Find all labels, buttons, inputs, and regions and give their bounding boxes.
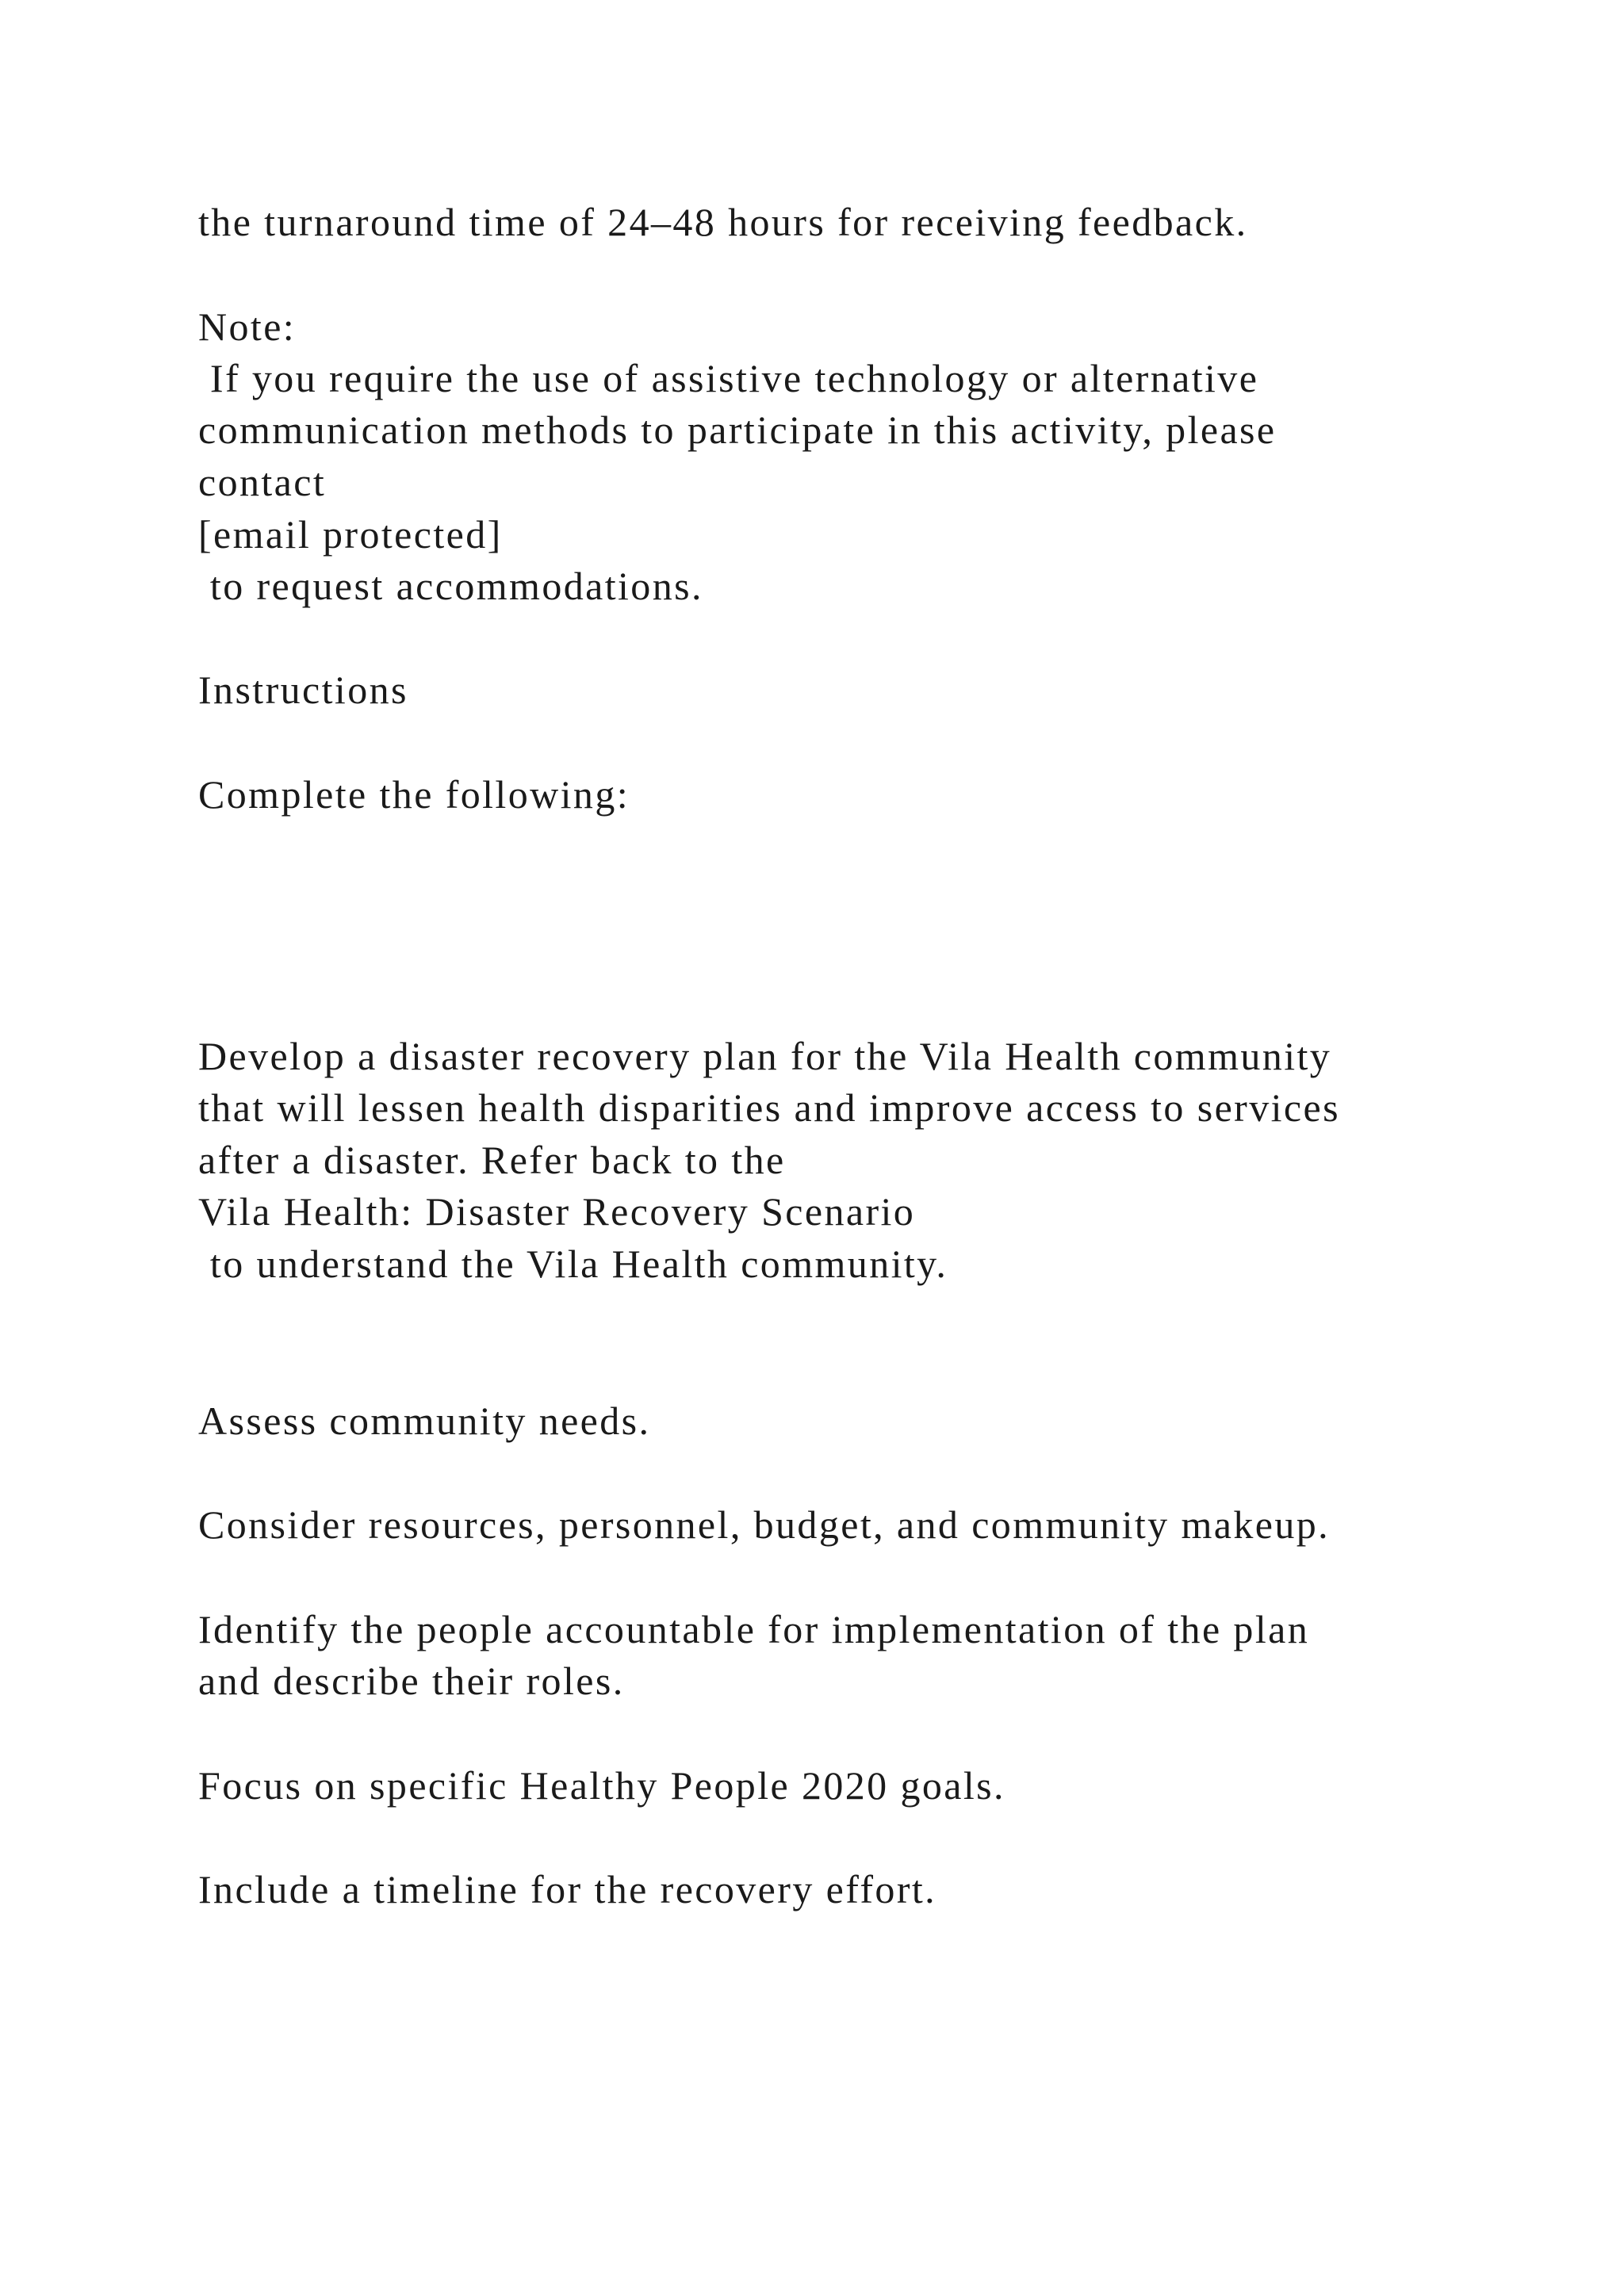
note-text-line-3: contact: [198, 460, 327, 504]
task-description-line-3: after a disaster. Refer back to the: [198, 1138, 786, 1182]
complete-following-text: Complete the following:: [198, 772, 630, 817]
step-identify-people-line-2: and describe their roles.: [198, 1659, 625, 1703]
contact-email: [email protected]: [198, 512, 503, 557]
feedback-turnaround-text: the turnaround time of 24–48 hours for receiving feedback.: [198, 200, 1248, 244]
note-text-line-2: communication methods to participate in this activity, please: [198, 408, 1277, 452]
step-identify-people-line-1: Identify the people accountable for implementation of the plan: [198, 1607, 1310, 1651]
note-text-line-1: If you require the use of assistive technology or alternative: [198, 356, 1259, 400]
note-label: Note:: [198, 304, 297, 349]
scenario-reference: Vila Health: Disaster Recovery Scenario: [198, 1189, 916, 1234]
step-focus-goals: Focus on specific Healthy People 2020 goals.: [198, 1763, 1005, 1808]
task-description-line-2: that will lessen health disparities and improve access to services: [198, 1085, 1340, 1130]
instructions-heading: Instructions: [198, 668, 408, 712]
task-description-line-1: Develop a disaster recovery plan for the Vila Health community: [198, 1034, 1332, 1078]
step-assess-needs: Assess community needs.: [198, 1399, 651, 1443]
step-include-timeline: Include a timeline for the recovery effort.: [198, 1867, 937, 1911]
step-consider-resources: Consider resources, personnel, budget, and community makeup.: [198, 1502, 1331, 1547]
task-description-line-4: to understand the Vila Health community.: [198, 1242, 948, 1286]
note-text-line-4: to request accommodations.: [198, 564, 703, 608]
